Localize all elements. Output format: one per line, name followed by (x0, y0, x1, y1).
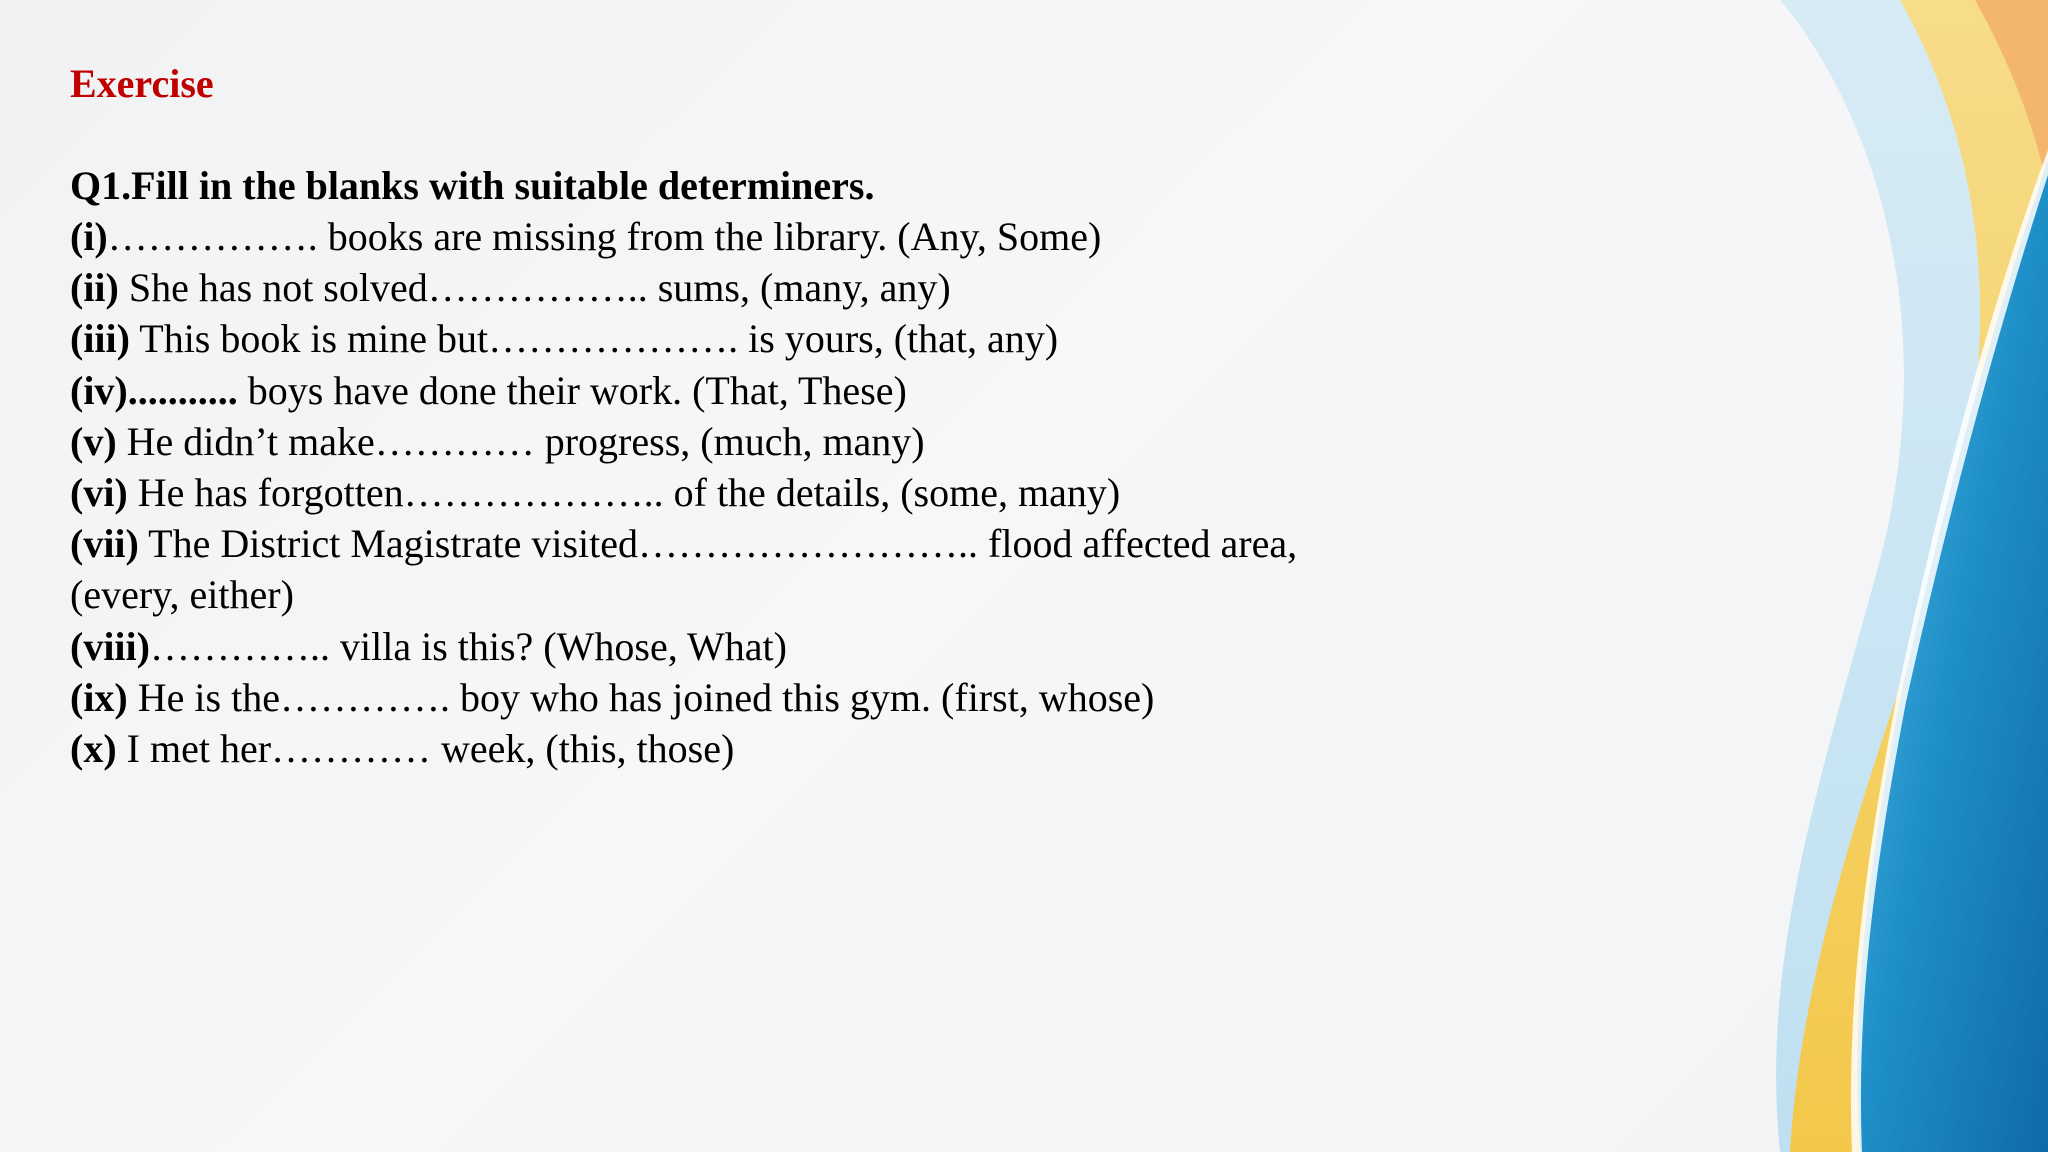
exercise-item (70, 416, 1390, 467)
item-number: (v) (70, 418, 117, 464)
exercise-item (70, 467, 1390, 518)
item-text: He has forgotten……………….. of the details, (some, many) (127, 470, 1121, 516)
exercise-item (70, 313, 1390, 364)
exercise-item (70, 621, 1390, 672)
item-number: (i) (70, 214, 108, 259)
exercise-content (70, 58, 1390, 774)
item-number: (ii) (70, 265, 119, 311)
item-text: ……………. books are missing from the library. (Any, Some) (107, 214, 1102, 259)
item-text: He didn’t make………… progress, (much, many) (116, 418, 925, 464)
item-number: (vi) (70, 470, 128, 516)
item-number: (vii) (70, 521, 139, 567)
spacer (70, 110, 1390, 160)
item-number: (ix) (70, 674, 128, 720)
question-heading: Q1.Fill in the blanks with suitable determiners. (70, 163, 875, 208)
item-number: (iii) (70, 316, 130, 362)
exercise-item (70, 672, 1390, 723)
item-text: ………….. villa is this? (Whose, What) (149, 623, 787, 669)
exercise-item (70, 211, 1390, 262)
item-number: (x) (70, 726, 117, 772)
exercise-item (70, 723, 1390, 774)
item-text: I met her………… week, (this, those) (116, 726, 735, 772)
item-number: (iv)........... (70, 367, 238, 413)
item-text: She has not solved…………….. sums, (many, any) (118, 265, 951, 311)
item-text: This book is mine but………………. is yours, (that, any) (129, 316, 1059, 362)
item-text: The District Magistrate visited…………………….. flood affected area, (every, either) (70, 521, 1298, 618)
item-number: (viii) (70, 623, 150, 669)
exercise-item (70, 518, 1390, 620)
slide-title: Exercise (70, 61, 214, 106)
exercise-item (70, 365, 1390, 416)
item-text: He is the…………. boy who has joined this gym. (first, whose) (127, 674, 1155, 720)
exercise-item (70, 262, 1390, 313)
item-text: boys have done their work. (That, These) (237, 367, 907, 413)
